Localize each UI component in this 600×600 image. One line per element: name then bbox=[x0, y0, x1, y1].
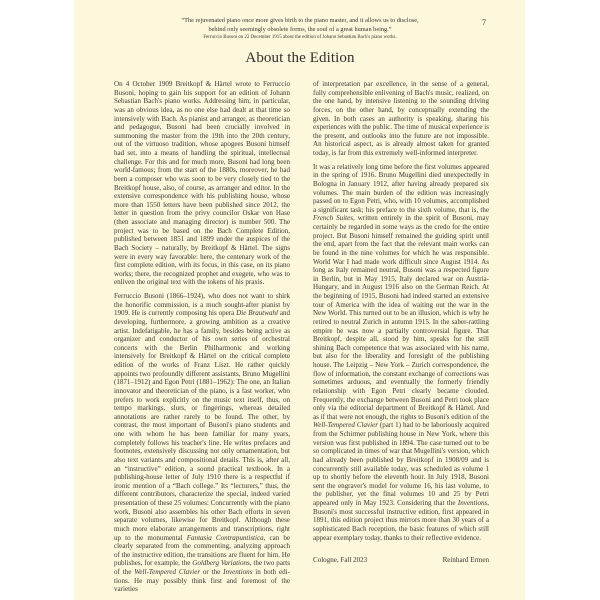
place-date: Cologne, Fall 2023 bbox=[313, 556, 368, 565]
work-title: French Suites bbox=[313, 214, 353, 223]
paragraph: Ferruccio Busoni (1866–1924), who does not want to shirk the honorific commission, is a much sought-after pianist by 1909. He is currently composing his opera Die Brautwahl and developing, furthermore, a growing ambition as a creative artist. Indefatigable, he has a family, besides being active as organizer and conductor of his own series of orchestral concerts with the Berlin Philharmonic and working intensively for Breitkopf & Härtel on the critical complete edition of the works of Franz Liszt. He rather quickly appoints two profoundly different assistants, Bruno Mugellini (1871–1912) and Egon Petri (1881–1962): The one, an Italian innovator and theoretician of the piano, is a fast worker, who prefers to work explicitly on the music text itself, thus, on tempo markings, slurs, or fingerings, whereas detailed annotations are rather rarely to be found. The other, by contrast, the most important of Busoni's piano students and one with whom he has been familiar for many years, completely follows his teacher's line. He writes prefaces and footnotes, extensively discussing not only ornamentation, but also text variants and compositional details. This is, after all, an “instructive” edition, a sound practical textbook. In a publishing-house letter of July 1910 there is a respectful if ironic mention of a “Bach college.” Its “lecturers,” thus, the different contributors, characterize the special, indeed varied presentation of these 25 volumes: Concurrently with the piano work, Busoni also assembles his other Bach efforts in seven separate volumes, likewise for Breitkopf. Although these much more elaborate arrangements and transcriptions, right up to the monumental Fantasia Contrapuntistica, can be clearly separated from the commenting, analyzing approach of the instructive edition, the transitions are fluent for him. He publishes, for example, the Goldberg Variations, the two parts of the Well-Tempered Clavier or the Inventions in both editions. He may possibly think first and foremost of the varieties bbox=[114, 292, 291, 594]
right-column bbox=[313, 80, 489, 565]
work-title: Goldberg Variations bbox=[192, 559, 250, 568]
work-title: Die Brautwahl bbox=[236, 309, 278, 318]
epigraph-source: Ferruccio Busoni on 22 December 1915 about the edition of Johann Sebastian Bach's piano works. bbox=[203, 35, 397, 41]
epigraph bbox=[100, 17, 500, 42]
page-number: 7 bbox=[482, 18, 486, 27]
paragraph: It was a relatively long time before the first volumes appeared in the spring of 1916. Bruno Mugellini died unexpectedly in Bologna in January 1912, after having already prepared six volumes. The main burden of the edition was increasingly passed on to Egon Petri, who, with 10 volumes, accomplished a significant task; his preface to the sixth volume, that is, the French Suites, written entirely in the spirit of Busoni, may certainly be regarded in some ways as the credo for the entire project. But Busoni himself remained the guiding spirit until the end, apart from the fact that the relevant main works can be found in the nine volumes for which he was responsible. World War I had made work difficult since August 1914. As long as Italy remained neutral, Busoni was a respected figure in Berlin, but in May 1915, Italy declared war on Austria-Hungary, and in August 1916 also on the German Reich. At the beginning of 1915, Busoni had indeed started an extensive tour of America with the idea of waiting out the war in the New World. This turned out to be an illusion, which is why he retired to neutral Zurich in autumn 1915. In the saber-rattling empire he was now a partially controversial figure. That Breitkopf, despite all, stood by him, speaks for the still shining Bach competence that was associated with his name, but also for the liberality and foresight of the publishing house. The Leipzig – New York – Zurich correspondence, the flow of information, the constant exchange of corrections was sometimes arduous, and eventually the formerly friendly relationship with Egon Petri clearly became clouded. Frequently, the exchange between Busoni and Petri took place only via the editorial department of Breitkopf & Härtel. And as if that were not enough, the rights to Busoni's edition of the Well-Tempered Clavier (part 1) had to be laboriously acquired from the Schirmer publishing house in New York, where this version was first published in 1894. The case turned out to be so complicated in times of war that Mugellini's version, which had already been published by Breitkopf in 1908/09 and is concurrently still available today, was scheduled as volume 1 up to shortly before the eleventh hour. In July 1918, Busoni sent the engraver's model for volume 16, his last volume, to the publisher, yet the final volumes 10 and 25 by Petri appeared only in May 1923. Considering that the Inventions, Busoni's most successful instructive edition, first appeared in 1891, this edition project thus mirrors more than 30 years of a sophisticated Bach reception, the basic features of which still appear exemplary today, thanks to their reflective evidence. bbox=[313, 162, 489, 542]
work-title: Fantasia Contrapuntistica bbox=[186, 533, 264, 542]
work-title: Inventions bbox=[223, 568, 253, 576]
work-title: Inventions bbox=[457, 499, 488, 507]
work-title: Well-Tempered Clavier bbox=[134, 568, 201, 576]
epigraph-line-2: behind only seemingly obsolete forms, the soul of a great human being.” bbox=[208, 25, 392, 33]
work-title: Well-Tempered Clavier bbox=[313, 421, 378, 430]
signature bbox=[313, 556, 489, 565]
page-title: About the Edition bbox=[245, 50, 355, 66]
epigraph-line-1: “The rejuvenated piano once more gives birth to the piano master, and it allows us to disclose, bbox=[181, 17, 419, 24]
paragraph: On 4 October 1909 Breitkopf & Härtel wrote to Ferruccio Busoni, hoping to gain his support for an edition of Johann Sebastian Bach's piano works. Addressing him, in particular, was an obvious idea, as no one else had dealt at that time so intensively with Bach. As pianist and arranger, as theoretician and pedagogue, Busoni had been crucially involved in summoning the master from the 19th into the 20th century, out of the virtuoso tradition, whose apogees Busoni himself had set, into a means of handling the spiritual, intellectual challenge. For this and for much more, Busoni had long been world-famous; from the start of the 1880s, moreover, he had been a composer who was soon to be very closely tied to the Breitkopf house, also, of course, as arranger and editor. In the extensive correspondence with his publishing house, whose more than 1550 letters have been published since 2012, the letter in question from the privy councilor Oskar von Hase (then associate and managing director) is number 500. The project was to be based on the Bach Complete Edition, published between 1851 and 1899 under the auspices of the Bach Society – naturally, by Breitkopf & Härtel. The signs were in every way favorable: here, the centenary work of the first complete edition, with its focus, in this case, on its piano works; there, the recognized prophet and exegete, who was to enliven the original text with the tokens of his praxis. bbox=[114, 80, 290, 287]
paragraph: of interpretation par excellence, in the sense of a general, fully comprehensible enlivening of Bach's music, realized, on the one hand, by intensive listening to the sounding driving forces, on the other hand, by conceptually extending the given. In both cases an authority is speaking, sharing his experiences with the public. The time of musical experience is the present, and outlooks into the future are not impossible. An historical aspect, as is already almost taken for granted today, is far from this extremely well-informed interpreter. bbox=[313, 80, 489, 157]
left-column bbox=[114, 80, 290, 599]
author-name: Reinhard Ermen bbox=[442, 556, 489, 565]
